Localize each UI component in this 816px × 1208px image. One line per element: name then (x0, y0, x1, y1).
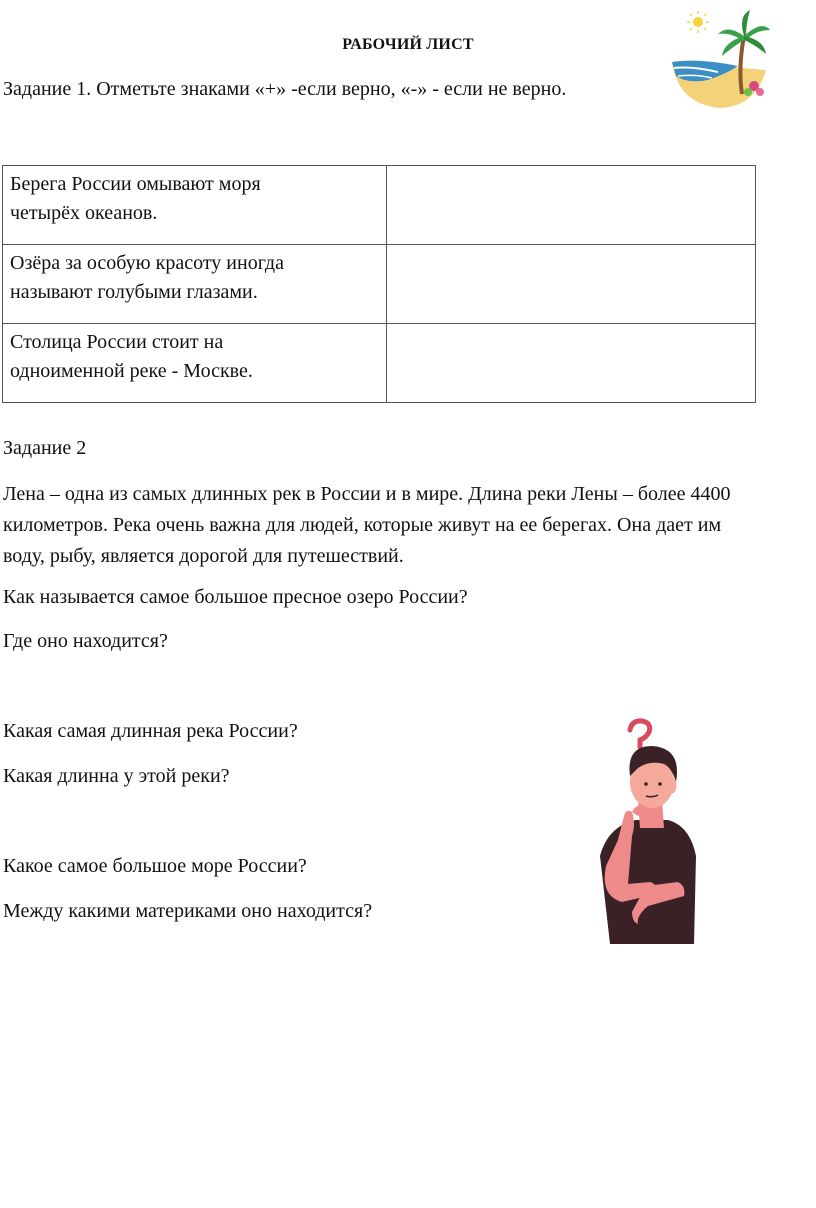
question: Где оно находится? (3, 630, 168, 652)
task1-instruction: Задание 1. Отметьте знаками «+» -если верно, «-» - если не верно. (3, 78, 567, 100)
question: Какая длинна у этой реки? (3, 765, 230, 787)
table-row (3, 245, 756, 324)
true-false-table (2, 165, 756, 403)
task2-paragraph (3, 479, 813, 572)
statement-line: называют голубыми глазами. (10, 281, 258, 303)
paragraph-line: воду, рыбу, является дорогой для путешествий. (3, 545, 404, 567)
statement-line: Озёра за особую красоту иногда (10, 252, 284, 274)
statement-cell (3, 166, 387, 245)
statement-line: Берега России омывают моря (10, 173, 261, 195)
answer-mark-cell[interactable] (386, 324, 755, 403)
thinking-man-icon (586, 716, 700, 946)
statement-line: одноименной реке - Москве. (10, 360, 253, 382)
table-row (3, 166, 756, 245)
question: Между какими материками оно находится? (3, 900, 373, 922)
beach-palm-icon (668, 8, 772, 112)
table-row (3, 324, 756, 403)
worksheet-title: РАБОЧИЙ ЛИСТ (342, 36, 474, 53)
task2-heading: Задание 2 (3, 437, 87, 459)
paragraph-line: Лена – одна из самых длинных рек в России и в мире. Длина реки Лены – более 4400 (3, 483, 731, 505)
statement-cell (3, 245, 387, 324)
statement-line: четырёх океанов. (10, 202, 158, 224)
answer-mark-cell[interactable] (386, 245, 755, 324)
paragraph-line: километров. Река очень важна для людей, которые живут на ее берегах. Она дает им (3, 514, 722, 536)
statement-cell (3, 324, 387, 403)
statement-line: Столица России стоит на (10, 331, 224, 353)
question: Как называется самое большое пресное озеро России? (3, 586, 468, 608)
question: Какая самая длинная река России? (3, 720, 298, 742)
question: Какое самое большое море России? (3, 855, 307, 877)
answer-mark-cell[interactable] (386, 166, 755, 245)
